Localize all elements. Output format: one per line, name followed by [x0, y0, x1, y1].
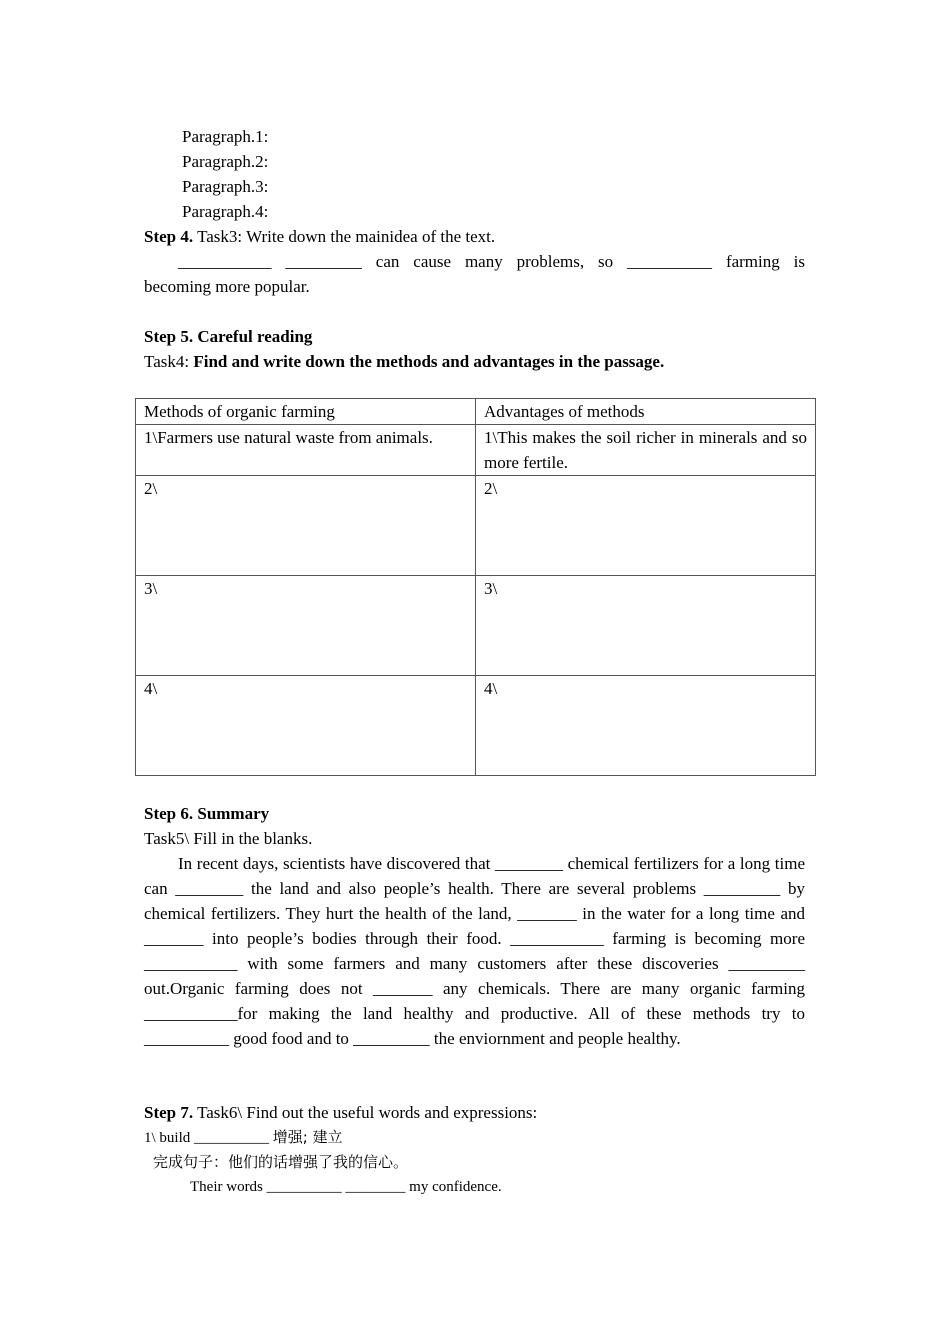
- step5-heading: Step 5. Careful reading: [144, 327, 313, 346]
- summary-paragraph: In recent days, scientists have discovered that ________ chemical fertilizers for a long time can ________ the land and also people’s health. There are several problems _________ by chemical fertilizers. They hurt the health of the land, _______ in the water for a long time and _______ into people’s bodies through their food. ___________ farming is becoming more ___________ with some farmers and many customers after these discoveries _________ out.Organic farming does not _______ any chemicals. There are many organic farming ___________for making the land healthy and productive. All of these methods try to __________ good food and to _________ the enviornment and people healthy.: [144, 854, 805, 1048]
- task5-instruction: Task5\ Fill in the blanks.: [144, 829, 313, 848]
- paragraph-4-label: Paragraph.4:: [182, 202, 269, 221]
- table-cell-advantage-4: 4\: [476, 676, 816, 776]
- methods-table: [135, 398, 816, 776]
- table-cell-method-3: 3\: [136, 576, 476, 676]
- table-row: [136, 676, 816, 776]
- step4-heading: [144, 224, 495, 249]
- step4-label: Step 4.: [144, 227, 194, 246]
- paragraph-1-label: Paragraph.1:: [182, 127, 269, 146]
- step4-fill-line: ___________ _________ can cause many problems, so __________ farming is: [178, 252, 805, 271]
- step4-task: Task3: Write down the mainidea of the text.: [193, 227, 496, 246]
- table-row: [136, 425, 816, 476]
- step4-fill-line-2: becoming more popular.: [144, 277, 310, 296]
- table-cell-advantage-1: 1\This makes the soil richer in minerals and so more fertile.: [476, 425, 816, 476]
- step7-heading: Step 7. Task6\ Find out the useful words and expressions:: [144, 1103, 538, 1122]
- vocab-item-build: 1\ build __________ 增强; 建立: [144, 1128, 343, 1146]
- table-cell-method-1: 1\Farmers use natural waste from animals.: [136, 425, 476, 476]
- table-cell-method-2: 2\: [136, 476, 476, 576]
- table-header-advantages: Advantages of methods: [476, 399, 816, 425]
- table-cell-advantage-2: 2\: [476, 476, 816, 576]
- table-row: [136, 476, 816, 576]
- sentence-prompt-cn: 完成句子：他们的话增强了我的信心。: [153, 1153, 409, 1171]
- paragraph-3-label: Paragraph.3:: [182, 177, 269, 196]
- table-header-row: [136, 399, 816, 425]
- table-row: [136, 576, 816, 676]
- table-cell-advantage-3: 3\: [476, 576, 816, 676]
- step6-heading: Step 6. Summary: [144, 804, 270, 823]
- table-cell-method-4: 4\: [136, 676, 476, 776]
- paragraph-2-label: Paragraph.2:: [182, 152, 269, 171]
- task4-instruction: Task4: Find and write down the methods and advantages in the passage.: [144, 352, 665, 371]
- sentence-fill-en: Their words __________ ________ my confidence.: [190, 1179, 502, 1195]
- table-header-methods: Methods of organic farming: [136, 399, 476, 425]
